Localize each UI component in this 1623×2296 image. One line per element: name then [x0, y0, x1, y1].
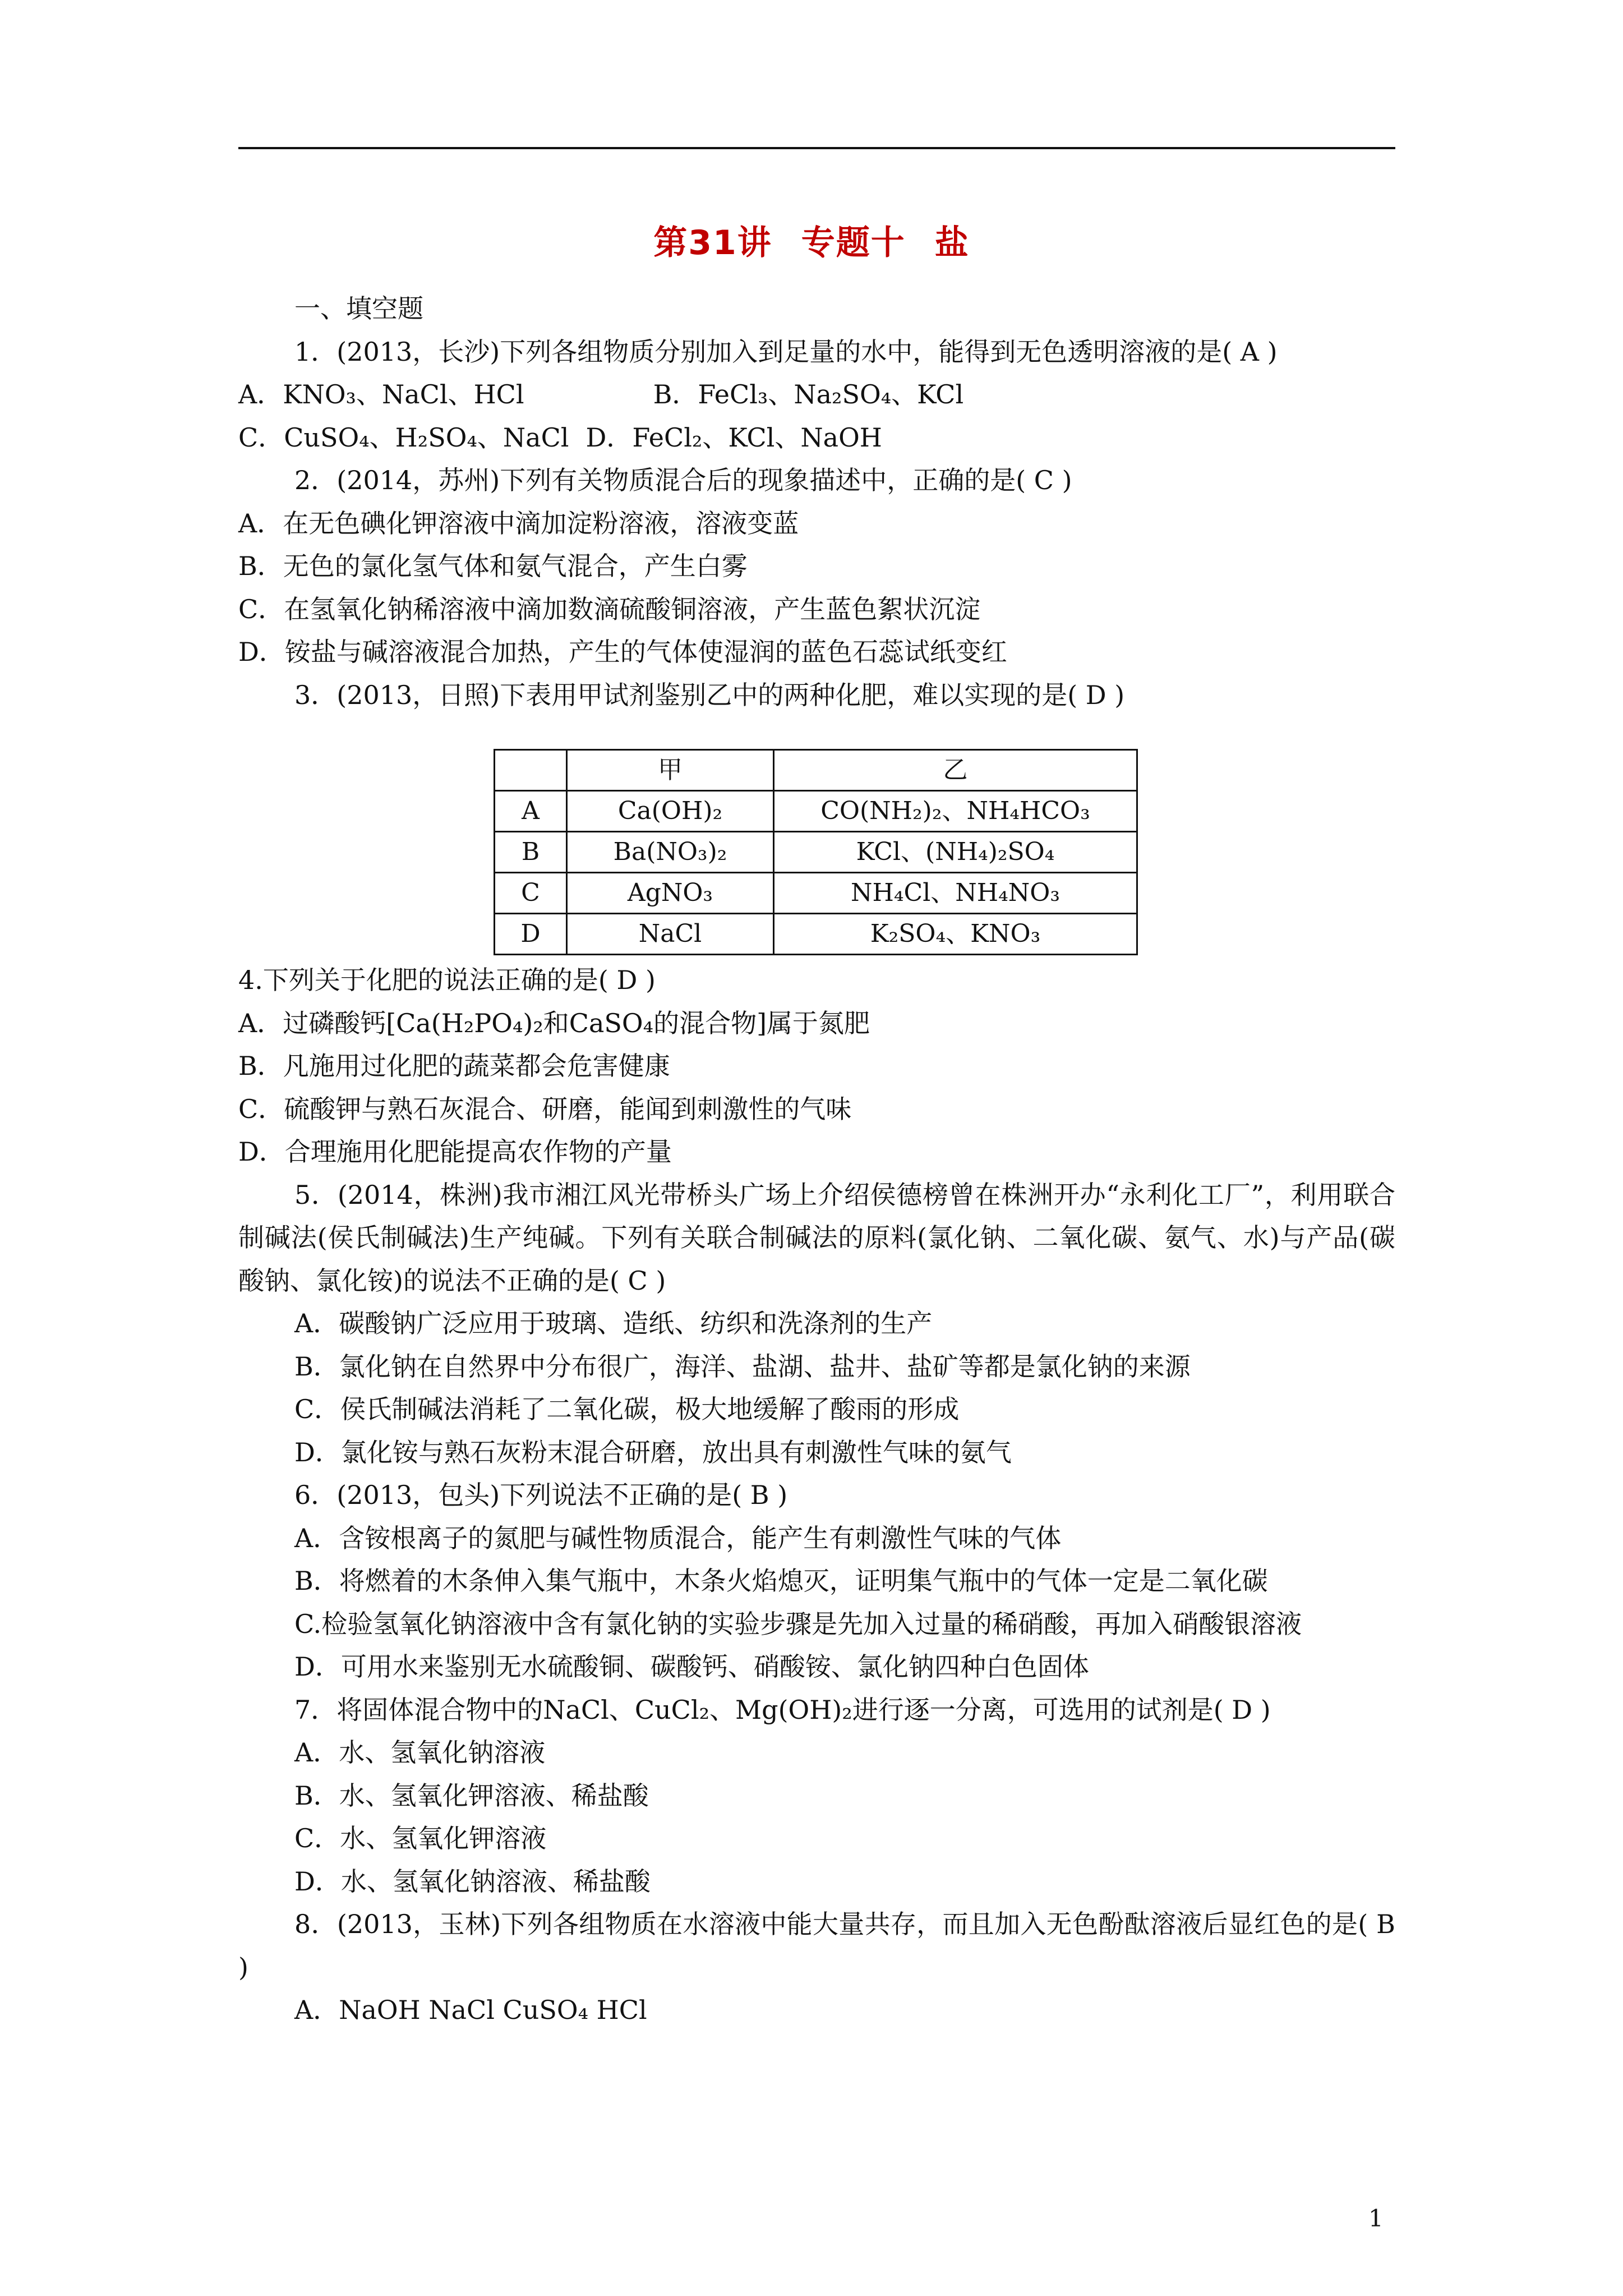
title-lecture: 第31讲	[653, 223, 772, 263]
table-cell: KCl、(NH₄)₂SO₄	[774, 832, 1137, 873]
table-header-cell	[495, 750, 567, 791]
table-cell: C	[495, 873, 567, 914]
table-cell: Ba(NO₃)₂	[567, 832, 774, 873]
q2-stem: 2．(2014，苏州)下列有关物质混合后的现象描述中，正确的是( C )	[294, 465, 1072, 495]
title-subject: 盐	[934, 223, 970, 263]
title-topic: 专题十	[801, 223, 906, 263]
q4-option-b: B．凡施用过化肥的蔬菜都会危害健康	[238, 1051, 670, 1081]
table-cell: A	[495, 791, 567, 832]
table-row	[495, 914, 1137, 955]
q7-option-c: C．水、氢氧化钾溶液	[294, 1823, 547, 1853]
page-title	[0, 216, 1623, 264]
q6-option-a: A．含铵根离子的氮肥与碱性物质混合，能产生有刺激性气味的气体	[294, 1522, 1062, 1553]
table-cell: AgNO₃	[567, 873, 774, 914]
q8-stem: 8．(2013，玉林)下列各组物质在水溶液中能大量共存，而且加入无色酚酞溶液后显红色的是( B )	[238, 1909, 1395, 1982]
q1-option-c: C．CuSO₄、H₂SO₄、NaCl	[238, 422, 569, 453]
table-cell: B	[495, 832, 567, 873]
q5-option-d: D．氯化铵与熟石灰粉末混合研磨，放出具有刺激性气味的氨气	[294, 1437, 1012, 1467]
q1-option-b: B．FeCl₃、Na₂SO₄、KCl	[653, 379, 964, 409]
q3-table	[494, 749, 1138, 955]
q6-option-b: B．将燃着的木条伸入集气瓶中，木条火焰熄灭，证明集气瓶中的气体一定是二氧化碳	[294, 1566, 1268, 1596]
q7-option-a: A．水、氢氧化钠溶液	[294, 1737, 546, 1768]
q1-options-ab	[238, 373, 1395, 416]
q4-option-c: C．硫酸钾与熟石灰混合、研磨，能闻到刺激性的气味	[238, 1093, 852, 1124]
q4-option-a: A．过磷酸钙[Ca(H₂PO₄)₂和CaSO₄的混合物]属于氮肥	[238, 1007, 870, 1038]
table-cell: D	[495, 914, 567, 955]
q3-stem: 3．(2013，日照)下表用甲试剂鉴别乙中的两种化肥，难以实现的是( D )	[294, 679, 1125, 710]
q1-option-a: A．KNO₃、NaCl、HCl	[238, 379, 524, 409]
document-body	[238, 287, 1395, 2032]
table-cell: Ca(OH)₂	[567, 791, 774, 832]
q2-option-a: A．在无色碘化钾溶液中滴加淀粉溶液，溶液变蓝	[238, 508, 799, 539]
q6-option-c: C.检验氢氧化钠溶液中含有氯化钠的实验步骤是先加入过量的稀硝酸，再加入硝酸银溶液	[294, 1608, 1302, 1639]
q1-option-d: D．FeCl₂、KCl、NaOH	[585, 422, 882, 453]
q1-stem: 1．(2013，长沙)下列各组物质分别加入到足量的水中，能得到无色透明溶液的是( A )	[294, 336, 1278, 367]
table-cell: NaCl	[567, 914, 774, 955]
q7-option-d: D．水、氢氧化钠溶液、稀盐酸	[294, 1866, 651, 1897]
section-heading: 一、填空题	[294, 293, 423, 324]
q4-stem: 4.下列关于化肥的说法正确的是( D )	[238, 965, 656, 995]
q5-stem: 5．(2014，株洲)我市湘江风光带桥头广场上介绍侯德榜曾在株洲开办“永利化工厂”，利用联合制碱法(侯氏制碱法)生产纯碱。下列有关联合制碱法的原料(氯化钠、二氧化碳、氨气、水)与产品(碳酸钠、氯化铵)的说法不正确的是( C )	[238, 1179, 1395, 1296]
q1-options-cd	[238, 416, 1395, 459]
table-cell: CO(NH₂)₂、NH₄HCO₃	[774, 791, 1137, 832]
table-cell: NH₄Cl、NH₄NO₃	[774, 873, 1137, 914]
q4-option-d: D．合理施用化肥能提高农作物的产量	[238, 1137, 672, 1167]
header-rule	[238, 147, 1395, 149]
table-cell: K₂SO₄、KNO₃	[774, 914, 1137, 955]
q5-option-a: A．碳酸钠广泛应用于玻璃、造纸、纺织和洗涤剂的生产	[294, 1308, 933, 1338]
table-header-cell: 乙	[774, 750, 1137, 791]
table-row	[495, 832, 1137, 873]
q2-option-c: C．在氢氧化钠稀溶液中滴加数滴硫酸铜溶液，产生蓝色絮状沉淀	[238, 593, 981, 624]
q5-option-c: C．侯氏制碱法消耗了二氧化碳，极大地缓解了酸雨的形成	[294, 1394, 960, 1424]
q7-option-b: B．水、氢氧化钾溶液、稀盐酸	[294, 1780, 649, 1811]
table-row	[495, 873, 1137, 914]
q5-option-b: B．氯化钠在自然界中分布很广，海洋、盐湖、盐井、盐矿等都是氯化钠的来源	[294, 1351, 1191, 1382]
table-row	[495, 791, 1137, 832]
q8-option-a: A．NaOH NaCl CuSO₄ HCl	[294, 1995, 647, 2025]
q2-option-d: D．铵盐与碱溶液混合加热，产生的气体使湿润的蓝色石蕊试纸变红	[238, 637, 1007, 667]
q6-stem: 6．(2013，包头)下列说法不正确的是( B )	[294, 1480, 788, 1510]
table-header-cell: 甲	[567, 750, 774, 791]
table-header-row	[495, 750, 1137, 791]
q6-option-d: D．可用水来鉴别无水硫酸铜、碳酸钙、硝酸铵、氯化钠四种白色固体	[294, 1651, 1089, 1682]
q7-stem: 7．将固体混合物中的NaCl、CuCl₂、Mg(OH)₂进行逐一分离，可选用的试剂是( D )	[294, 1694, 1271, 1725]
q2-option-b: B．无色的氯化氢气体和氨气混合，产生白雾	[238, 551, 748, 581]
page-number: 1	[1368, 2205, 1384, 2232]
